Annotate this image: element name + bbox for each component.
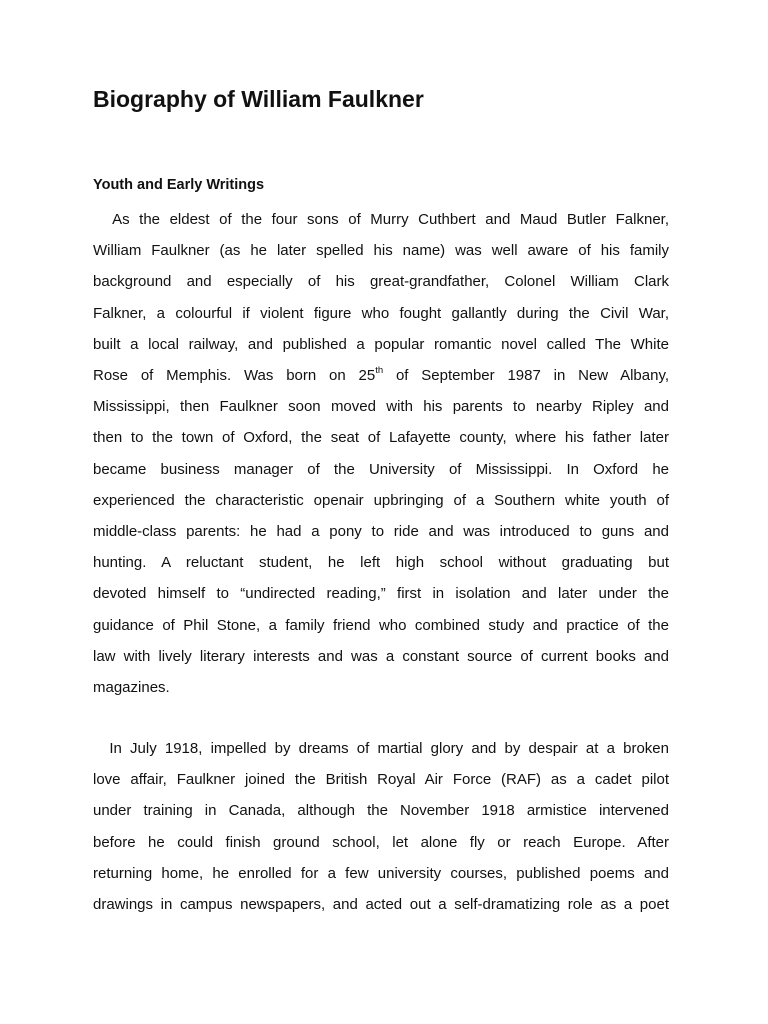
paragraph-line: Falkner, a colourful if violent figure who fought gallantly during the Civil War, — [93, 304, 669, 322]
paragraph-line: middle-class parents: he had a pony to ride and was introduced to guns and — [93, 523, 669, 541]
paragraph-line: law with lively literary interests and was a constant source of current books and — [93, 647, 669, 665]
paragraph-line-with-superscript — [93, 360, 669, 391]
paragraph-youth — [93, 204, 669, 703]
paragraph-line: In July 1918, impelled by dreams of martial glory and by despair at a broken — [93, 740, 669, 757]
paragraph-line: background and especially of his great-grandfather, Colonel William Clark — [93, 273, 669, 291]
paragraph-line: Mississippi, then Faulkner soon moved with his parents to nearby Ripley and — [93, 398, 669, 416]
paragraph-line: under training in Canada, although the November 1918 armistice intervened — [93, 802, 669, 820]
paragraph-raf — [93, 733, 669, 920]
paragraph-line: returning home, he enrolled for a few university courses, published poems and — [93, 864, 669, 882]
paragraph-line: before he could finish ground school, let alone fly or reach Europe. After — [93, 833, 669, 851]
line-text-before: Rose of Memphis. Was born on 25 — [93, 367, 376, 385]
paragraph-line: built a local railway, and published a popular romantic novel called The White — [93, 335, 669, 353]
paragraph-line: drawings in campus newspapers, and acted out a self-dramatizing role as a poet — [93, 896, 669, 914]
paragraph-line: experienced the characteristic openair upbringing of a Southern white youth of — [93, 491, 669, 509]
paragraph-line: William Faulkner (as he later spelled his name) was well aware of his family — [93, 242, 669, 260]
paragraph-line: hunting. A reluctant student, he left high school without graduating but — [93, 554, 669, 572]
paragraph-line: became business manager of the University of Mississippi. In Oxford he — [93, 460, 669, 478]
paragraph-line: then to the town of Oxford, the seat of Lafayette county, where his father later — [93, 429, 669, 447]
paragraph-line: As the eldest of the four sons of Murry Cuthbert and Maud Butler Falkner, — [93, 211, 669, 228]
document-title: Biography of William Faulkner — [93, 86, 424, 112]
line-text-after: of September 1987 in New Albany, — [383, 367, 670, 385]
paragraph-line: devoted himself to “undirected reading,” first in isolation and later under the — [93, 585, 669, 603]
section-heading: Youth and Early Writings — [93, 177, 265, 193]
paragraph-line: guidance of Phil Stone, a family friend who combined study and practice of the — [93, 616, 669, 634]
paragraph-line: love affair, Faulkner joined the British Royal Air Force (RAF) as a cadet pilot — [93, 771, 669, 789]
paragraph-line-last: magazines. — [93, 679, 170, 697]
ordinal-superscript: th — [375, 365, 384, 377]
